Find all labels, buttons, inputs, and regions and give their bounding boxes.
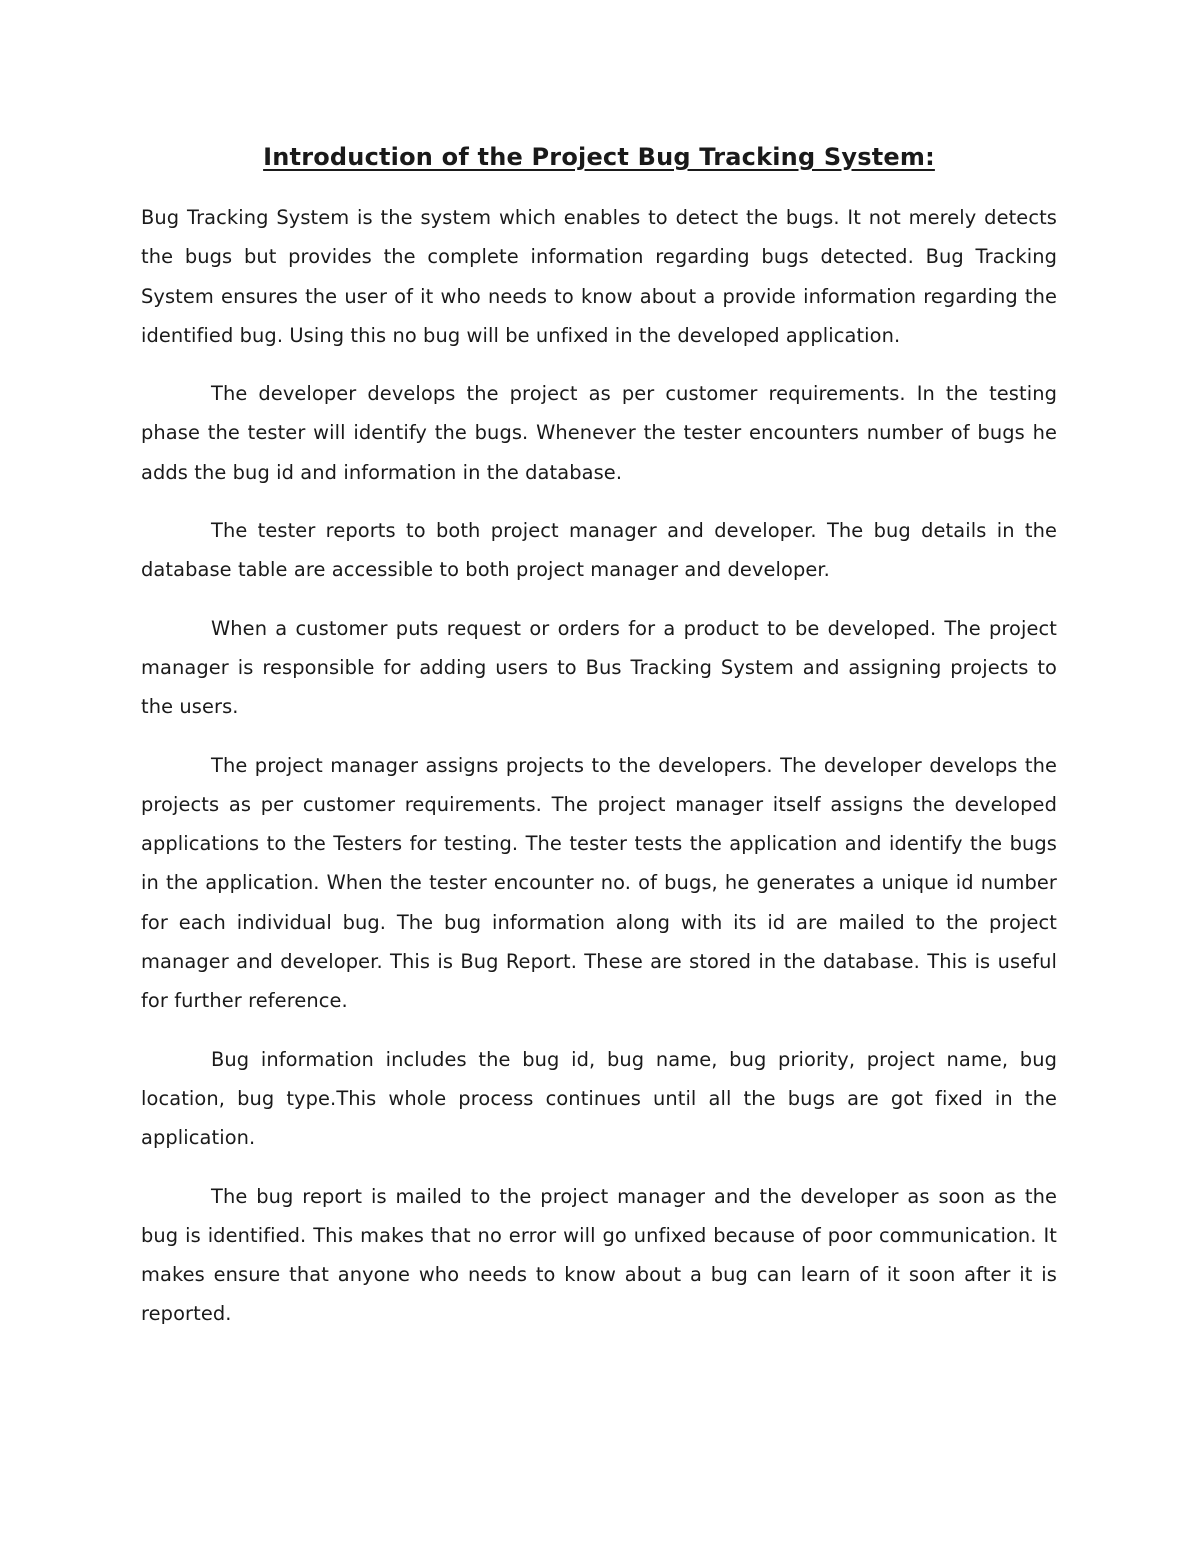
document-title: Introduction of the Project Bug Tracking System:	[263, 143, 935, 171]
paragraph-customer-request: When a customer puts request or orders for a product to be developed. The project manager is responsible for adding users to Bus Tracking System and assigning projects to the users.	[141, 616, 1057, 719]
paragraph-intro: Bug Tracking System is the system which enables to detect the bugs. It not merely detects the bugs but provides the complete information regarding bugs detected. Bug Tracking System ensures the user of it who needs to know about a provide information regarding the identified bug. Using this no bug will be unfixed in the developed application.	[141, 206, 1057, 347]
paragraph-developer: The developer develops the project as per customer requirements. In the testing phase the tester will identify the bugs. Whenever the tester encounters number of bugs he adds the bug id and information in the database.	[141, 382, 1057, 484]
paragraph-bug-report: The bug report is mailed to the project manager and the developer as soon as the bug is identified. This makes that no error will go unfixed because of poor communication. It makes ensure that anyone who needs to know about a bug can learn of it soon after it is reported.	[141, 1184, 1057, 1326]
paragraph-project-assignment: The project manager assigns projects to the developers. The developer develops the projects as per customer requirements. The project manager itself assigns the developed applications to the Testers for testing. The tester tests the application and identify the bugs in the application. When the tester encounter no. of bugs, he generates a unique id number for each individual bug. The bug information along with its id are mailed to the project manager and developer. This is Bug Report. These are stored in the database. This is useful for further reference.	[141, 753, 1057, 1013]
document-page	[141, 128, 1057, 1334]
paragraph-tester-reports: The tester reports to both project manager and developer. The bug details in the database table are accessible to both project manager and developer.	[141, 519, 1057, 582]
paragraph-bug-information: Bug information includes the bug id, bug name, bug priority, project name, bug location, bug type.This whole process continues until all the bugs are got fixed in the application.	[141, 1047, 1057, 1150]
